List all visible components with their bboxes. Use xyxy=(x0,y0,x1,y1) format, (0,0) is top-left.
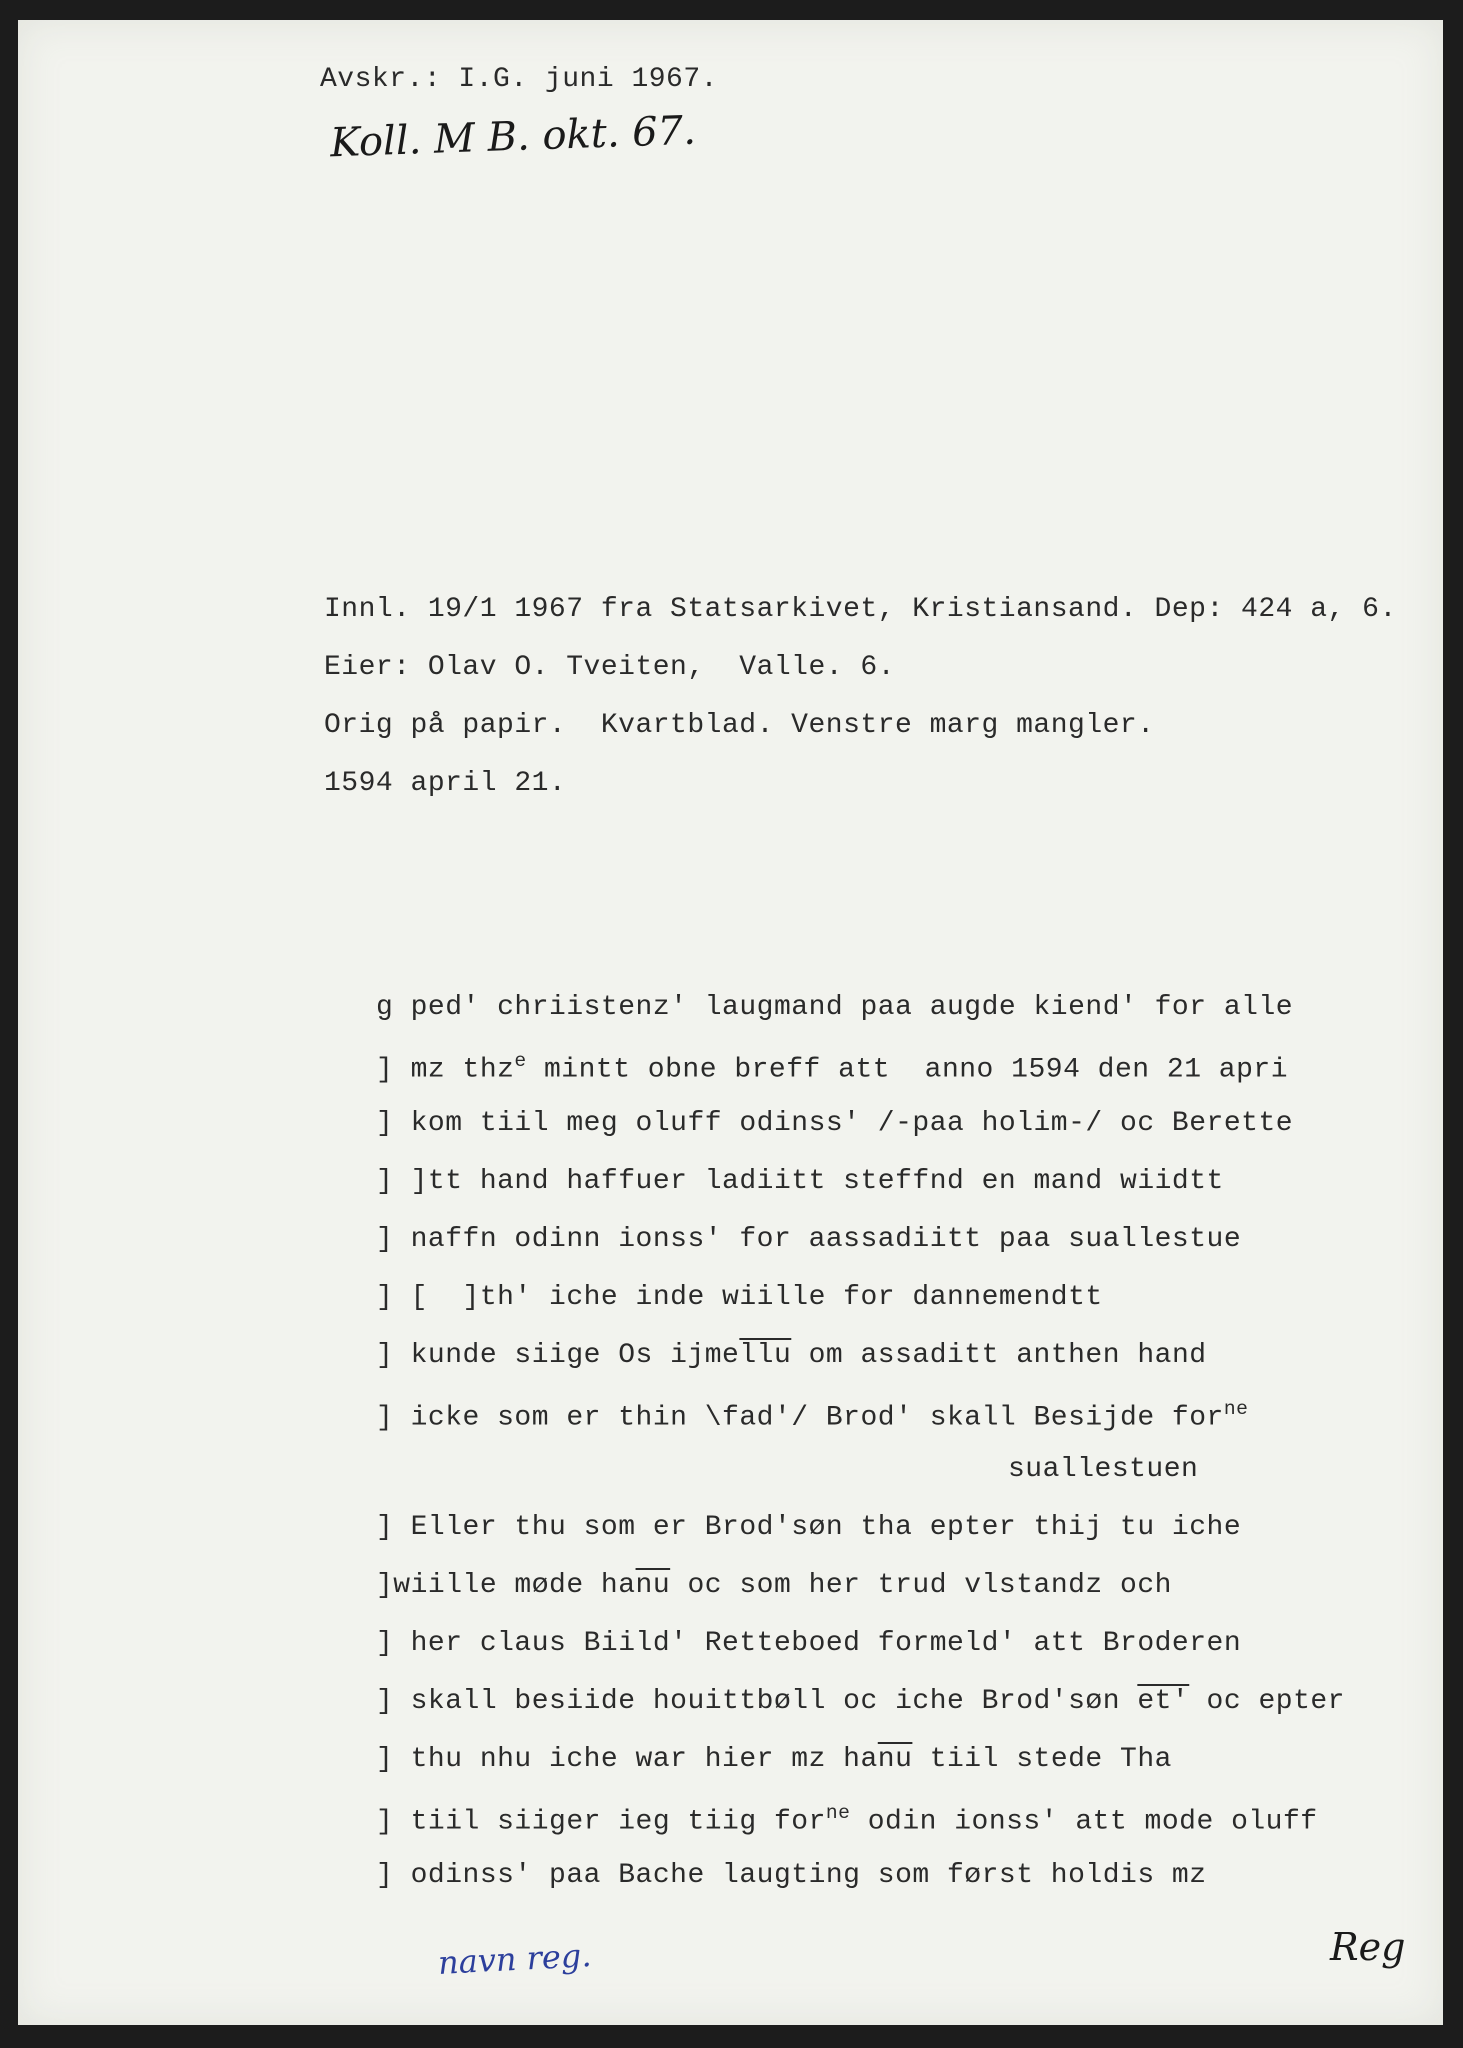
superscript: ne xyxy=(825,1802,851,1824)
text-line: ] icke som er thin \fad'/ Brod' skall Besijde for$^{ne}$ xyxy=(376,1398,1249,1434)
document-page xyxy=(18,20,1443,2025)
text-line: ] [ ]th' iche inde wiille for dannemendtt xyxy=(376,1282,1103,1313)
text-line: ] Eller thu som er Brod'søn tha epter thij tu iche xyxy=(376,1512,1242,1543)
text-line: ] kunde siige Os $ijme\overline{llu}$ om assaditt anthen hand xyxy=(376,1340,1207,1371)
meta-line-date: 1594 april 21. xyxy=(324,768,567,799)
text-line: ] tiil siiger ieg tiig for$^{ne}$ odin ionss' att mode oluff xyxy=(376,1802,1318,1838)
meta-line-owner: Eier: Olav O. Tveiten, Valle. 6. xyxy=(324,652,895,683)
text-line: ] mz thz$^e$ mintt obne breff att anno 1594 den 21 apri xyxy=(376,1050,1289,1086)
text-line: g ped' chriistenz' laugmand paa augde kiend' for alle xyxy=(376,992,1294,1023)
text-line-continuation: suallestuen xyxy=(1008,1454,1199,1485)
transcription-note: Avskr.: I.G. juni 1967. xyxy=(320,64,718,95)
meta-line-original: Orig på papir. Kvartblad. Venstre marg mangler. xyxy=(324,710,1155,741)
handwritten-note-name-register: navn reg. xyxy=(437,1936,593,1982)
text-line: ] ]tt hand haffuer ladiitt steffnd en mand wiidtt xyxy=(376,1166,1224,1197)
text-line: ] kom tiil meg oluff odinss' /-paa holim-/ oc Berette xyxy=(376,1108,1294,1139)
meta-line-received: Innl. 19/1 1967 fra Statsarkivet, Kristiansand. Dep: 424 a, 6. xyxy=(324,594,1397,625)
text-line: ] skall besiide houittbøll oc iche Brod'søn et' oc epter xyxy=(376,1686,1345,1717)
handwritten-note-register: Reg xyxy=(1330,1925,1406,1969)
superscript: ne xyxy=(1223,1398,1249,1420)
text-line: ] odinss' paa Bache laugting som først holdis mz xyxy=(376,1860,1207,1891)
text-line: ] naffn odinn ionss' for aassadiitt paa suallestue xyxy=(376,1224,1242,1255)
text-line: ] thu nhu iche war hier mz $ha\overline{nu}$ tiil stede Tha xyxy=(376,1744,1172,1775)
superscript: e xyxy=(514,1050,527,1072)
control-signature-handwritten: Koll. M B. okt. 67. xyxy=(329,107,697,167)
text-line: ]wiille møde $ha\overline{nu}$ oc som her trud vlstandz och xyxy=(376,1570,1172,1601)
text-line: ] her claus Biild' Retteboed formeld' att Broderen xyxy=(376,1628,1242,1659)
